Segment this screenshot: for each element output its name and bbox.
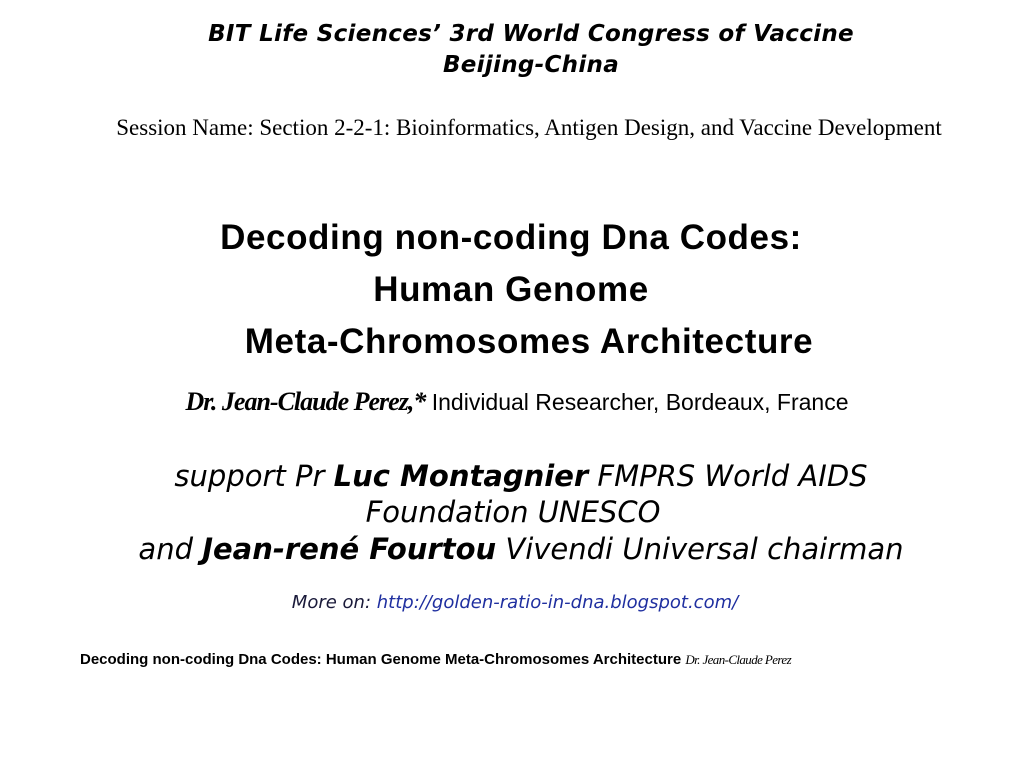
conference-title: BIT Life Sciences’ 3rd World Congress of Vaccine <box>208 21 854 47</box>
session-name: Session Name: Section 2-2-1: Bioinformatics, Antigen Design, and Vaccine Development <box>116 115 942 140</box>
support-company: Vivendi Universal chairman <box>496 532 904 566</box>
support-foundation: FMPRS World AIDS <box>588 459 868 493</box>
blog-link[interactable]: http://golden-ratio-in-dna.blogspot.com/ <box>376 592 739 613</box>
author-name: Dr. Jean-Claude Perez,* <box>185 387 426 416</box>
support-person-montagnier: Luc Montagnier <box>333 459 589 493</box>
support-prefix: support Pr <box>174 459 334 493</box>
footer-title: Decoding non-coding Dna Codes: Human Genome Meta-Chromosomes Architecture <box>80 651 686 668</box>
support-line-1 <box>10 458 1022 494</box>
support-line-3 <box>10 531 1022 567</box>
footer-author: Dr. Jean-Claude Perez <box>685 652 792 667</box>
conference-city: Beijing-China <box>442 52 620 78</box>
support-person-fourtou: Jean-rené Fourtou <box>202 532 497 566</box>
author-affiliation: Individual Researcher, Bordeaux, France <box>425 389 849 415</box>
author-line <box>6 386 1022 419</box>
talk-title-line-3: Meta-Chromosomes Architecture <box>244 322 814 361</box>
footer <box>0 649 1022 671</box>
more-info-label: More on: <box>291 592 377 613</box>
talk-title-line-1: Decoding non-coding Dna Codes: <box>220 218 802 257</box>
more-info-line <box>4 590 1022 616</box>
support-line-2: Foundation UNESCO <box>365 495 661 529</box>
talk-title-line-2: Human Genome <box>373 270 649 309</box>
support-and: and <box>138 532 203 566</box>
